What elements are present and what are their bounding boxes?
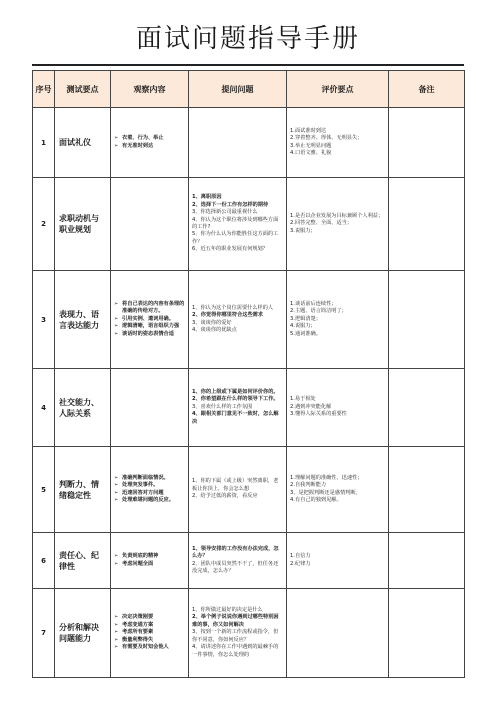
row-number: 7 bbox=[33, 589, 55, 678]
eval-item: 2.穿着整齐、得体、无明显失； bbox=[290, 135, 363, 142]
eval-item: 2.主题、语言简洁明了； bbox=[290, 308, 347, 315]
eval-item: 2.回答完整、全面、适当； bbox=[290, 220, 353, 227]
observe-item: ➢ 考虑变通方案 bbox=[114, 622, 185, 629]
table-row bbox=[33, 178, 465, 271]
table-row bbox=[33, 369, 465, 447]
note-cell bbox=[389, 178, 465, 271]
eval-item: 3.逻辑清楚； bbox=[290, 315, 321, 322]
table-row bbox=[33, 447, 465, 533]
question-cell bbox=[189, 533, 287, 589]
observe-item: ➢ 决定决策刚要 bbox=[114, 614, 185, 621]
header-question: 提问问题 bbox=[189, 71, 287, 108]
row-number: 1 bbox=[33, 108, 55, 178]
observe-item: ➢ 衡量利弊得失 bbox=[114, 637, 185, 644]
note-cell bbox=[389, 369, 465, 447]
question-item: 2、给予过低的薪资，看反应 bbox=[192, 493, 258, 500]
question-item: 6、近五年的职业发展有何规划？ bbox=[192, 246, 268, 253]
eval-cell bbox=[287, 447, 389, 533]
eval-item: 2.遇到冲突能化解 bbox=[290, 403, 332, 410]
question-item: 3、谈谈你的爱好 bbox=[192, 319, 232, 326]
eval-item: 4.有自己的独到见解。 bbox=[290, 496, 342, 503]
observe-item: ➢ 考虑所有要素 bbox=[114, 629, 185, 636]
observe-item: ➢ 准确判断面临情况。 bbox=[114, 475, 185, 482]
observe-item: ➢ 有无准时到达 bbox=[114, 143, 185, 150]
eval-item: 4.说服力； bbox=[290, 323, 316, 330]
header-no: 序号 bbox=[33, 71, 55, 108]
question-item: 1、领导安排的工作没有办法完成，怎么办？ bbox=[192, 545, 279, 560]
row-number: 4 bbox=[33, 369, 55, 447]
table-row bbox=[33, 533, 465, 589]
note-cell bbox=[389, 533, 465, 589]
test-point: 判断力、情绪稳定性 bbox=[55, 447, 111, 533]
test-point: 求职动机与职业规划 bbox=[55, 178, 111, 271]
eval-cell bbox=[287, 178, 389, 271]
eval-item: 3.懂得人际关系的重要性 bbox=[290, 411, 347, 418]
question-item: 2、你觉得你哪里符合这些需求 bbox=[192, 312, 264, 319]
row-number: 2 bbox=[33, 178, 55, 271]
document-title: 面试问题指导手册 bbox=[135, 24, 360, 54]
eval-item: 3.举止无明显问题 bbox=[290, 142, 332, 149]
eval-item: 1.谈话前后连续性； bbox=[290, 300, 337, 307]
eval-item: 4.口语文雅、礼貌 bbox=[290, 149, 332, 156]
table-row bbox=[33, 108, 465, 178]
question-item: 2、选择下一份工作有怎样的期待 bbox=[192, 201, 269, 208]
row-number: 3 bbox=[33, 271, 55, 369]
question-cell bbox=[189, 447, 287, 533]
eval-item: 3.说服力； bbox=[290, 227, 316, 234]
eval-cell bbox=[287, 369, 389, 447]
table-header-row bbox=[33, 71, 465, 108]
eval-item: 2.纪律力 bbox=[290, 560, 311, 567]
question-cell bbox=[189, 589, 287, 678]
observe-cell bbox=[111, 178, 189, 271]
question-item: 4、你认为这个职位将涉及到哪些方面的工作? bbox=[192, 216, 279, 230]
eval-cell bbox=[287, 108, 389, 178]
question-item: 4、请讲述你在工作中遇到的最棘手的一件事情，你怎么处理的 bbox=[192, 644, 279, 658]
eval-item: 1.是否以企业发展为目标兼顾个人利益； bbox=[290, 212, 384, 219]
question-cell bbox=[189, 369, 287, 447]
observe-item: ➢ 处理难堪问题的反应。 bbox=[114, 497, 185, 504]
observe-item: ➢ 逻辑清晰，语言组织力强 bbox=[114, 323, 185, 330]
eval-item: 5.通词准确。 bbox=[290, 330, 321, 337]
test-point: 社交能力、人际关系 bbox=[55, 369, 111, 447]
table-row bbox=[33, 589, 465, 678]
question-item: 5、你为什么认为你能胜任这方面的工作？ bbox=[192, 231, 279, 245]
observe-item: ➢ 将自己表达的内容有条理的准确的传给对方。 bbox=[114, 301, 185, 316]
test-point: 分析和解决问题能力 bbox=[55, 589, 111, 678]
eval-item: 1.面试准时到达 bbox=[290, 127, 327, 134]
question-item: 3、喜欢什么样的工作氛围 bbox=[192, 403, 253, 410]
note-cell bbox=[389, 447, 465, 533]
observe-item: ➢ 负责到底的精神 bbox=[114, 553, 185, 560]
observe-item: ➢ 有需要及时知会他人 bbox=[114, 644, 185, 651]
row-number: 6 bbox=[33, 533, 55, 589]
question-item: 4、跟相关部门意见不一致时，怎么解决 bbox=[192, 411, 279, 425]
observe-cell bbox=[111, 589, 189, 678]
observe-item: ➢ 处理突发事件。 bbox=[114, 482, 185, 489]
observe-item: ➢ 引用实例、遣词用确。 bbox=[114, 316, 185, 323]
note-cell bbox=[389, 108, 465, 178]
table-row bbox=[33, 271, 465, 369]
observe-item: ➢ 谈话时的姿态表情合适 bbox=[114, 331, 185, 338]
question-item: 1、你所做过最好的决定是什么 bbox=[192, 607, 263, 614]
test-point: 面试礼仪 bbox=[55, 108, 111, 178]
eval-item: 3、是把握判断还是感情判断。 bbox=[290, 489, 361, 496]
test-point: 表现力、语言表达能力 bbox=[55, 271, 111, 369]
note-cell bbox=[389, 589, 465, 678]
observe-cell bbox=[111, 108, 189, 178]
observe-item: ➢ 衣着、行为、举止 bbox=[114, 135, 185, 142]
observe-cell bbox=[111, 369, 189, 447]
header-observe: 观察内容 bbox=[111, 71, 189, 108]
header-point: 测试要点 bbox=[55, 71, 111, 108]
eval-item: 1.易于相处 bbox=[290, 396, 316, 403]
question-item: 4、谈谈你的优缺点 bbox=[192, 326, 237, 333]
observe-cell bbox=[111, 271, 189, 369]
eval-item: 2.自我判断能力 bbox=[290, 482, 327, 489]
observe-cell bbox=[111, 533, 189, 589]
question-item: 2、团队中成员突然不干了，但任务还没完成，怎么办？ bbox=[192, 560, 279, 574]
question-item: 2、举个例子说说你遇到过哪些特别困难的事，你又如何解决 bbox=[192, 614, 279, 628]
question-cell bbox=[189, 271, 287, 369]
note-cell bbox=[389, 271, 465, 369]
question-item: 1、你认为这个岗位需要什么样的人 bbox=[192, 304, 274, 311]
question-cell bbox=[189, 108, 287, 178]
eval-cell bbox=[287, 271, 389, 369]
question-cell bbox=[189, 178, 287, 271]
header-eval: 评价要点 bbox=[287, 71, 389, 108]
eval-item: 1.理解问题的准确性、迅速性； bbox=[290, 474, 363, 481]
observe-item: ➢ 考虑问题全面 bbox=[114, 561, 185, 568]
eval-cell bbox=[287, 533, 389, 589]
title-underline bbox=[32, 64, 464, 66]
eval-cell bbox=[287, 589, 389, 678]
question-item: 1、你的上级或下属是如何评价你的。 bbox=[192, 388, 279, 395]
question-item: 3、按到一个新的工作流程或指令，但你不同意，你如何反应？ bbox=[192, 629, 279, 643]
question-item: 2、你希望跟在什么样的领导下工作。 bbox=[192, 396, 279, 403]
row-number: 5 bbox=[33, 447, 55, 533]
question-item: 1、离职原因 bbox=[192, 194, 222, 201]
interview-guide-table bbox=[32, 70, 465, 678]
question-item: 1、你的下属（或上级）突然离职，老板让你顶上，你会怎么想 bbox=[192, 478, 279, 492]
observe-item: ➢ 迅速回答对方问题 bbox=[114, 490, 185, 497]
question-item: 3、你选择新公司最重视什么 bbox=[192, 209, 258, 216]
observe-cell bbox=[111, 447, 189, 533]
test-point: 责任心、纪律性 bbox=[55, 533, 111, 589]
header-note: 备注 bbox=[389, 71, 465, 108]
eval-item: 1.自信力 bbox=[290, 553, 311, 560]
